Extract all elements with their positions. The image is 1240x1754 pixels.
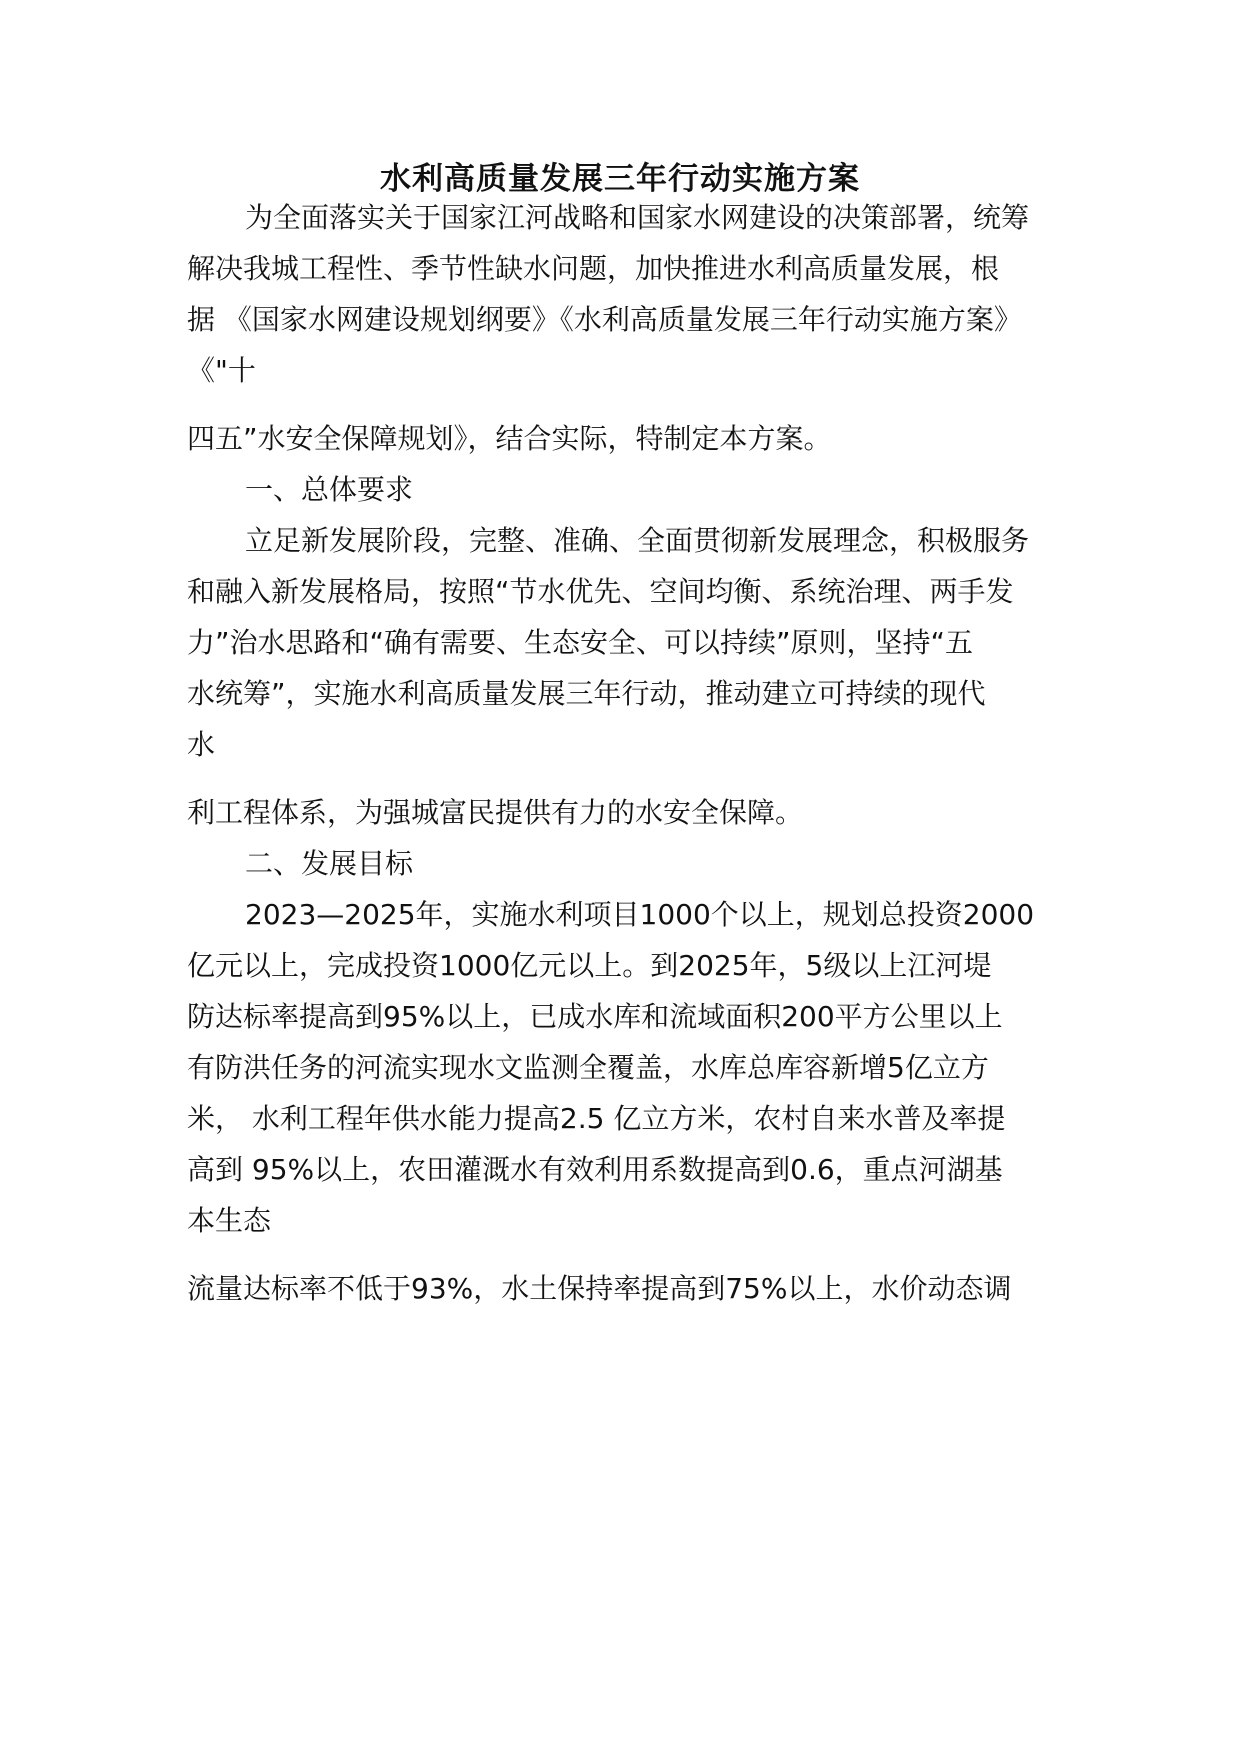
- section-heading: 一、总体要求: [245, 473, 414, 506]
- paragraph-line: 高到 95%以上，农田灌溉水有效利用系数提高到0.6，重点河湖基: [187, 1153, 1003, 1186]
- paragraph-line: 亿元以上，完成投资1000亿元以上。到2025年，5级以上江河堤: [187, 949, 992, 982]
- paragraph-line: 米， 水利工程年供水能力提高2.5 亿立方米，农村自来水普及率提: [187, 1102, 1006, 1135]
- paragraph-line: 四五”水安全保障规划》，结合实际，特制定本方案。: [187, 422, 832, 455]
- paragraph-line: 和融入新发展格局，按照“节水优先、空间均衡、系统治理、两手发: [187, 575, 1014, 608]
- paragraph-line: 据 《国家水网建设规划纲要》《水利高质量发展三年行动实施方案》: [187, 303, 1022, 336]
- paragraph-line: 为全面落实关于国家江河战略和国家水网建设的决策部署，统筹: [245, 201, 1030, 234]
- paragraph-line: 水统筹”，实施水利高质量发展三年行动，推动建立可持续的现代: [187, 677, 986, 710]
- paragraph-line: 本生态: [187, 1204, 272, 1237]
- paragraph-line: 立足新发展阶段，完整、准确、全面贯彻新发展理念，积极服务: [245, 524, 1030, 557]
- paragraph-line: 有防洪任务的河流实现水文监测全覆盖，水库总库容新增5亿立方: [187, 1051, 989, 1084]
- document-title: 水利高质量发展三年行动实施方案: [380, 161, 860, 197]
- paragraph-line: 力”治水思路和“确有需要、生态安全、可以持续”原则，坚持“五: [187, 626, 974, 659]
- paragraph-line: 水: [187, 728, 216, 761]
- paragraph-line: 解决我城工程性、季节性缺水问题，加快推进水利高质量发展，根: [187, 252, 1000, 285]
- paragraph-line: 防达标率提高到95%以上，已成水库和流域面积200平方公里以上: [187, 1000, 1003, 1033]
- paragraph-line: 利工程体系，为强城富民提供有力的水安全保障。: [187, 796, 804, 829]
- paragraph-line: 《"十: [187, 354, 256, 387]
- section-heading: 二、发展目标: [245, 847, 414, 880]
- paragraph-line: 2023—2025年，实施水利项目1000个以上，规划总投资2000: [245, 898, 1035, 931]
- paragraph-line: 流量达标率不低于93%，水土保持率提高到75%以上，水价动态调: [187, 1272, 1012, 1305]
